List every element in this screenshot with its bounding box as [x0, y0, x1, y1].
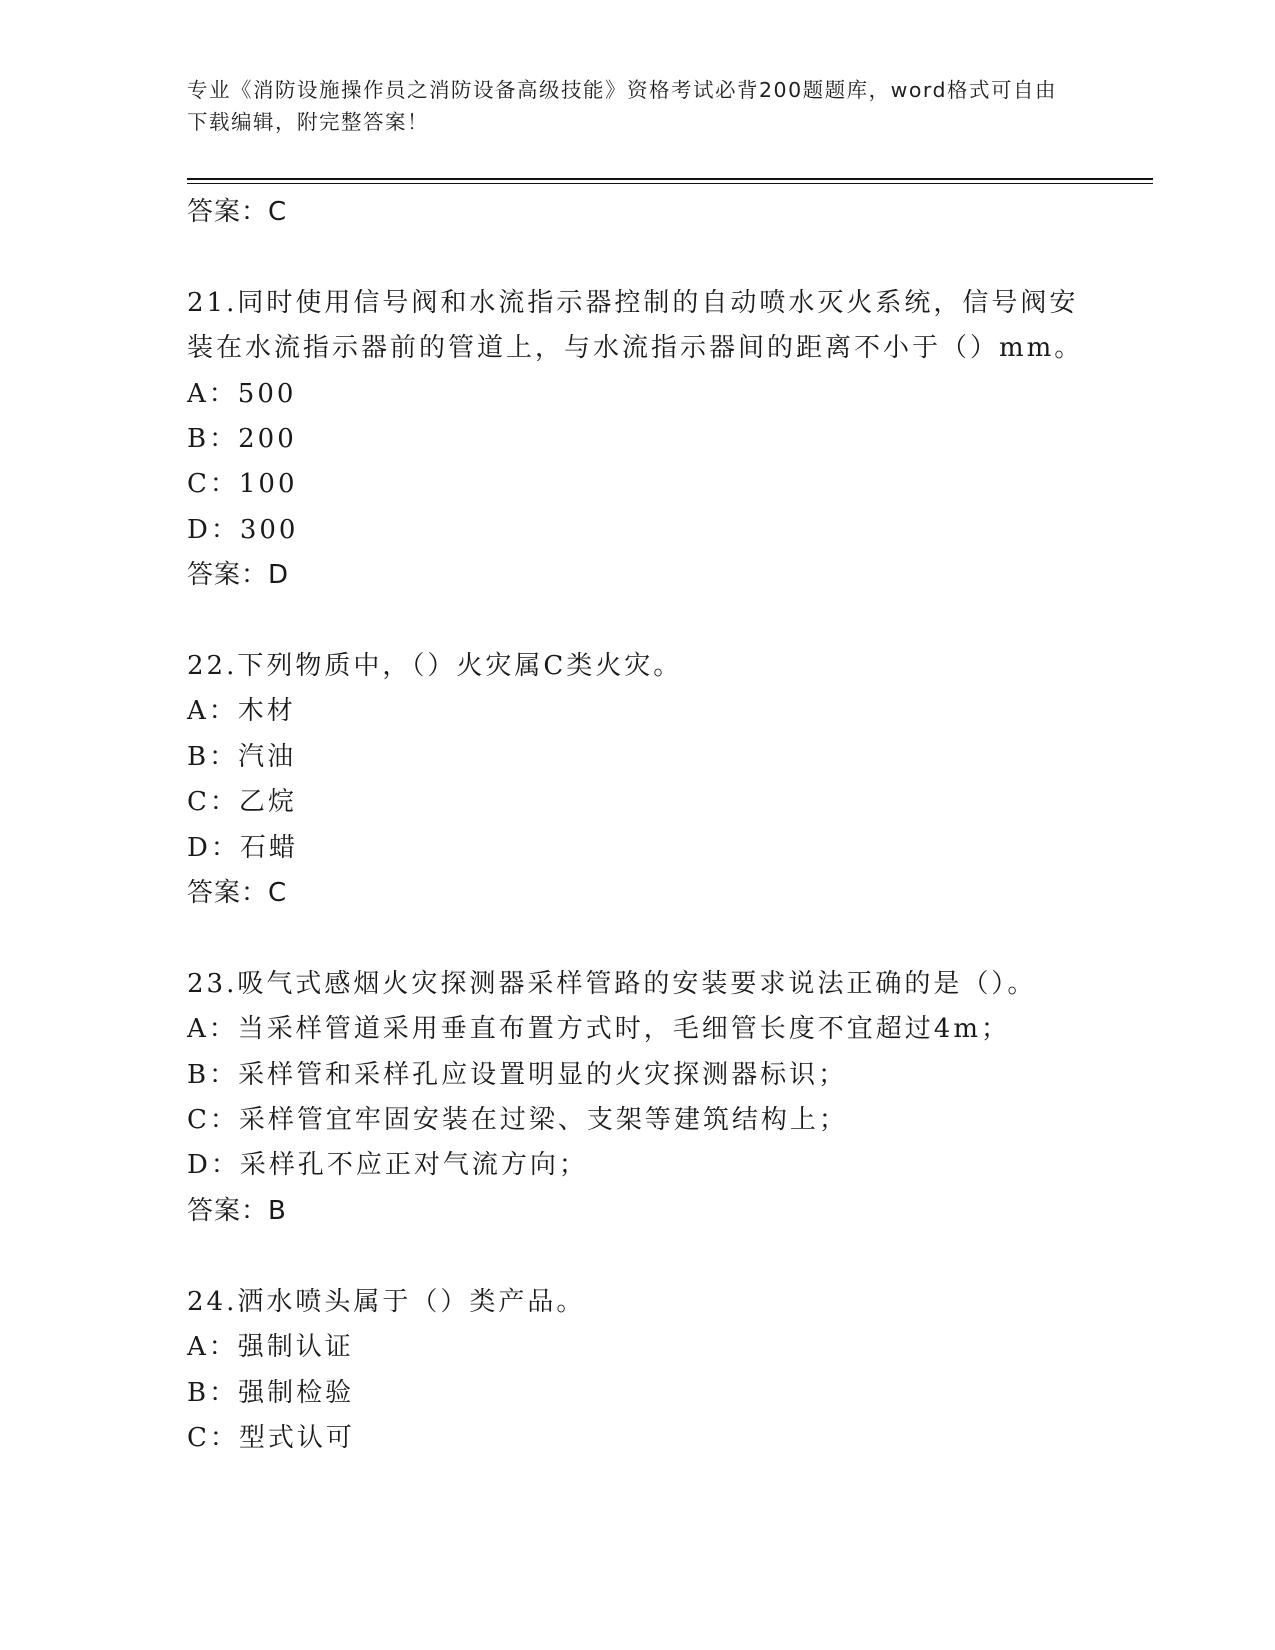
question-list — [187, 190, 1087, 1461]
question-23 — [187, 962, 1087, 1234]
option-c: C：型式认可 — [187, 1422, 355, 1453]
option-d: D：采样孔不应正对气流方向； — [187, 1150, 588, 1181]
question-21 — [187, 281, 1087, 599]
option-d: D：300 — [187, 514, 299, 545]
option-a: A：木材 — [187, 696, 296, 727]
option-b: B：200 — [187, 424, 297, 455]
option-c: C：乙烷 — [187, 787, 297, 818]
option-b: B：汽油 — [187, 741, 297, 772]
answer: 答案：D — [187, 560, 290, 591]
question-stem-line: 24.洒水喷头属于（）类产品。 — [187, 1286, 586, 1317]
option-c: C：100 — [187, 469, 298, 500]
option-c: C：采样管宜牢固安装在过梁、支架等建筑结构上； — [187, 1105, 848, 1136]
option-a: A：强制认证 — [187, 1332, 354, 1363]
question-24 — [187, 1280, 1087, 1462]
answer: 答案：B — [187, 1195, 287, 1226]
option-b: B：强制检验 — [187, 1377, 355, 1408]
question-stem-line: 21.同时使用信号阀和水流指示器控制的自动喷水灭火系统，信号阀安 — [187, 287, 1079, 318]
document-header: 专业《消防设施操作员之消防设备高级技能》资格考试必背200题题库，word格式可自由下载编辑，附完整答案！ — [187, 78, 1058, 134]
question-stem-line: 装在水流指示器前的管道上，与水流指示器间的距离不小于（）mm。 — [187, 333, 1084, 364]
option-d: D：石蜡 — [187, 832, 298, 863]
header-rule-thin — [187, 183, 1153, 184]
option-a: A：500 — [187, 378, 297, 409]
previous-answer: 答案：C — [187, 197, 288, 227]
option-b: B：采样管和采样孔应设置明显的火灾探测器标识； — [187, 1059, 848, 1090]
question-stem-line: 22.下列物质中，（）火灾属C类火灾。 — [187, 651, 683, 682]
answer: 答案：C — [187, 878, 288, 909]
question-stem-line: 23.吸气式感烟火灾探测器采样管路的安装要求说法正确的是（）。 — [187, 968, 1037, 999]
option-a: A：当采样管道采用垂直布置方式时，毛细管长度不宜超过4m； — [187, 1014, 1010, 1045]
question-22 — [187, 644, 1087, 916]
header-rule-thick — [187, 178, 1153, 180]
